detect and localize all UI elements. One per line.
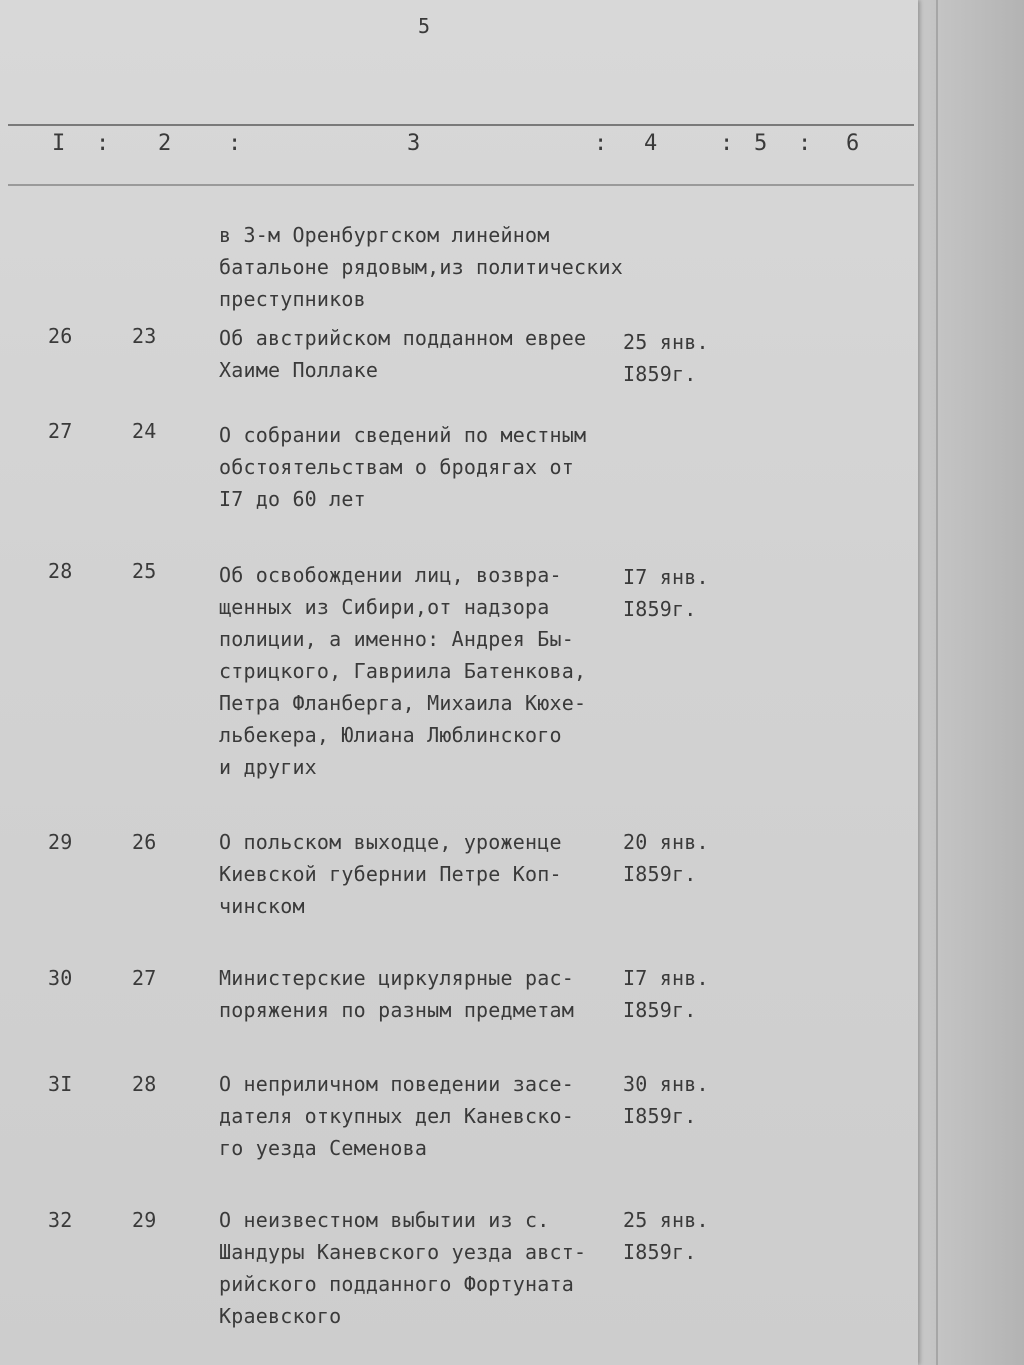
text-line: Об австрийском подданном еврее <box>219 326 587 350</box>
row-number: 28 <box>48 559 73 583</box>
header-col-1: I <box>52 131 66 156</box>
date-line: I7 янв. <box>623 565 709 589</box>
header-col-2: 2 <box>158 131 172 156</box>
date-line: 25 янв. <box>623 330 709 354</box>
date-line: I859г. <box>623 1104 697 1128</box>
text-line: поряжения по разным предметам <box>219 998 574 1022</box>
date-line: 25 янв. <box>623 1208 709 1232</box>
header-separator: : <box>594 131 608 156</box>
text-line: I7 до 60 лет <box>219 487 366 511</box>
item-number: 28 <box>132 1072 157 1096</box>
text-line: стрицкого, Гавриила Батенкова, <box>219 659 587 683</box>
row-date <box>623 326 709 390</box>
text-line: преступников <box>219 287 366 311</box>
header-separator: : <box>720 131 734 156</box>
item-number: 29 <box>132 1208 157 1232</box>
text-line: О польском выходце, уроженце <box>219 830 562 854</box>
row-number: 30 <box>48 966 73 990</box>
text-line: Об освобождении лиц, возвра- <box>219 563 562 587</box>
text-line: щенных из Сибири,от надзора <box>219 595 550 619</box>
text-line: Киевской губернии Петре Коп- <box>219 862 562 886</box>
row-description <box>219 826 562 922</box>
text-line: Краевского <box>219 1304 342 1328</box>
header-separator: : <box>228 131 242 156</box>
item-number: 23 <box>132 324 157 348</box>
text-line: Министерские циркулярные рас- <box>219 966 574 990</box>
date-line: I7 янв. <box>623 966 709 990</box>
text-line: О неизвестном выбытии из с. <box>219 1208 550 1232</box>
text-line: рийского подданного Фортуната <box>219 1272 574 1296</box>
text-line: Хаиме Поллаке <box>219 358 379 382</box>
table-header <box>8 124 914 186</box>
row-date <box>623 826 709 890</box>
item-number: 24 <box>132 419 157 443</box>
header-col-6: 6 <box>846 131 860 156</box>
date-line: 30 янв. <box>623 1072 709 1096</box>
row-date <box>623 561 709 625</box>
item-number: 25 <box>132 559 157 583</box>
date-line: I859г. <box>623 862 697 886</box>
row-number: 29 <box>48 830 73 854</box>
page-number: 5 <box>418 14 431 38</box>
header-col-3: 3 <box>407 131 421 156</box>
background-paper-edge <box>936 0 938 1365</box>
text-line: обстоятельствам о бродягах от <box>219 455 574 479</box>
text-line: Шандуры Каневского уезда авст- <box>219 1240 587 1264</box>
item-number: 26 <box>132 830 157 854</box>
text-line: О неприличном поведении засе- <box>219 1072 574 1096</box>
text-line: Петра Фланберга, Михаила Кюхе- <box>219 691 587 715</box>
header-separator: : <box>798 131 812 156</box>
date-line: I859г. <box>623 1240 697 1264</box>
row-description <box>219 1068 574 1164</box>
text-line: го уезда Семенова <box>219 1136 428 1160</box>
row-description <box>219 322 586 386</box>
continuation-text <box>219 219 623 315</box>
header-col-5: 5 <box>754 131 768 156</box>
date-line: 20 янв. <box>623 830 709 854</box>
row-number: 32 <box>48 1208 73 1232</box>
row-description <box>219 419 586 515</box>
header-separator: : <box>96 131 110 156</box>
date-line: I859г. <box>623 998 697 1022</box>
row-description <box>219 559 586 783</box>
row-description <box>219 962 574 1026</box>
date-line: I859г. <box>623 597 697 621</box>
text-line: О собрании сведений по местным <box>219 423 587 447</box>
row-date <box>623 962 709 1026</box>
text-line: льбекера, Юлиана Люблинского <box>219 723 562 747</box>
item-number: 27 <box>132 966 157 990</box>
row-number: 27 <box>48 419 73 443</box>
row-date <box>623 1068 709 1132</box>
date-line: I859г. <box>623 362 697 386</box>
row-date <box>623 1204 709 1268</box>
text-line: дателя откупных дел Каневско- <box>219 1104 574 1128</box>
row-number: 3I <box>48 1072 73 1096</box>
text-line: батальоне рядовым,из политических <box>219 255 623 279</box>
row-number: 26 <box>48 324 73 348</box>
header-col-4: 4 <box>644 131 658 156</box>
text-line: в 3-м Оренбургском линейном <box>219 223 550 247</box>
row-description <box>219 1204 586 1332</box>
text-line: чинском <box>219 894 305 918</box>
text-line: полиции, а именно: Андрея Бы- <box>219 627 574 651</box>
text-line: и других <box>219 755 317 779</box>
